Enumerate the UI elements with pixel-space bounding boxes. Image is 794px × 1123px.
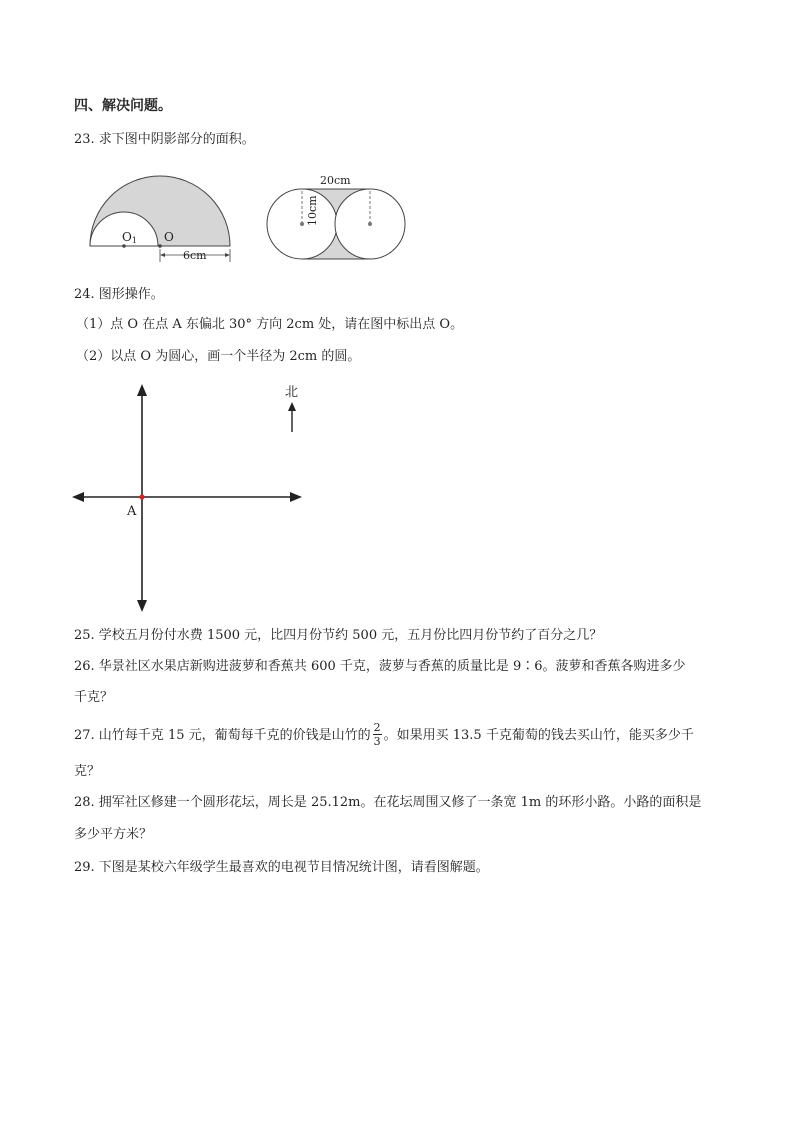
question-28-line-2: 多少平方米？ bbox=[74, 827, 153, 842]
figure-two-circles bbox=[262, 172, 412, 264]
question-27-before: 27. 山竹每千克 15 元，葡萄每千克的价钱是山竹的 bbox=[74, 728, 371, 743]
question-27-line-2: 克？ bbox=[74, 764, 101, 779]
point-a-dot bbox=[139, 494, 144, 499]
question-23: 23. 求下图中阴影部分的面积。 bbox=[74, 132, 255, 147]
label-o: O bbox=[164, 230, 174, 244]
north-arrow-icon bbox=[288, 402, 296, 411]
dim-20cm: 20cm bbox=[320, 174, 351, 187]
question-26-line-2: 千克？ bbox=[74, 690, 114, 705]
north-label: 北 bbox=[285, 385, 299, 400]
question-24-part-1: （1）点 O 在点 A 东偏北 30° 方向 2cm 处，请在图中标出点 O。 bbox=[76, 317, 464, 332]
question-24-part-2: （2）以点 O 为圆心，画一个半径为 2cm 的圆。 bbox=[76, 349, 361, 364]
fraction-two-thirds: $\frac{2}{3}$ bbox=[373, 721, 381, 748]
question-26-line-1: 26. 华景社区水果店新购进菠萝和香蕉共 600 千克，菠萝与香蕉的质量比是 9∶6。菠萝和香蕉各购进多少 bbox=[74, 659, 686, 674]
center-o1-dot bbox=[122, 244, 126, 248]
question-25: 25. 学校五月份付水费 1500 元，比四月份节约 500 元，五月份比四月份节约了百分之几？ bbox=[74, 628, 603, 643]
question-27-after: 。如果用买 13.5 千克葡萄的钱去买山竹，能买多少千 bbox=[383, 728, 694, 743]
question-24: 24. 图形操作。 bbox=[74, 287, 164, 302]
label-o1: O1 bbox=[122, 230, 137, 245]
question-27-line-1 bbox=[74, 722, 694, 749]
dim-10cm: 10cm bbox=[306, 195, 319, 226]
section-title: 四、解决问题。 bbox=[74, 98, 172, 114]
question-29: 29. 下图是某校六年级学生最喜欢的电视节目情况统计图，请看图解题。 bbox=[74, 860, 489, 875]
dim-6cm: 6cm bbox=[183, 249, 207, 262]
question-28-line-1: 28. 拥军社区修建一个圆形花坛，周长是 25.12m。在花坛周围又修了一条宽 1m 的环形小路。小路的面积是 bbox=[74, 795, 702, 810]
center-o-dot bbox=[158, 244, 162, 248]
figure-semicircle bbox=[84, 168, 240, 264]
point-a-label: A bbox=[127, 504, 137, 519]
direction-axes-figure bbox=[70, 378, 310, 616]
